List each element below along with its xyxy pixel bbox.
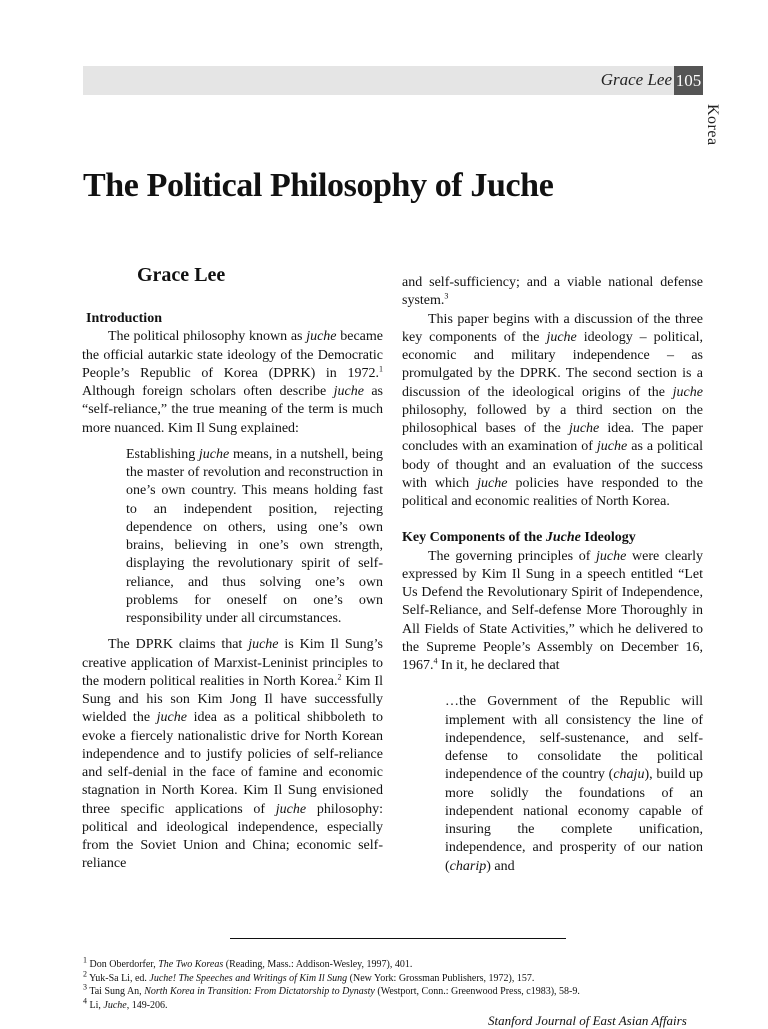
intro-heading: Introduction <box>86 311 162 326</box>
dprk-claims-paragraph: The DPRK claims that juche is Kim Il Sung’s creative application of Marxist-Leninist principles to the modern political realities in North Korea.$^2$ Kim Il Sung and his son Kim Jong Il have successfully wielded the juche idea as a political shibboleth to evoke a fiercely nationalistic drive for North Korean independence and to justify policies of self-reliance and self-denial in the face of famine and economic stagnation in North Korea. Kim Il Sung envisioned three specific applications of juche philosophy: political and ideological independence, especially from the Soviet Union and China; economic self-reliance <box>82 637 384 872</box>
journal-footer: Stanford Journal of East Asian Affairs <box>488 1013 687 1028</box>
section-side-label: Korea <box>704 104 721 146</box>
kim-il-sung-quote: Establishing juche means, in a nutshell, being the master of revolution and reconstruction in one’s own country. This means holding fast to an independent position, rejecting dependence on others, using one’s own brains, believing in one’s own strength, displaying the revolutionary spirit of self-reliance, and thus solving one’s own problems for oneself on one’s own responsibility under all circumstances. <box>126 446 383 626</box>
footnote-1: $^1$ Don Oberdorfer, The Two Koreas (Reading, Mass.: Addison-Wesley, 1997), 401. <box>83 955 413 970</box>
intro-paragraph: The political philosophy known as juche became the official autarkic state ideology of the Democratic People’s Republic of Korea (DPRK) in 1972.$^1$ Although foreign scholars often describe juche as “self-reliance,” the true meaning of the term is much more nuanced. Kim Il Sung explained: <box>82 329 383 436</box>
left-column <box>82 310 383 874</box>
running-header <box>83 66 703 95</box>
key-components-heading: Key Components of the Juche Ideology <box>402 530 636 546</box>
paper-overview-paragraph: This paper begins with a discussion of the three key components of the juche ideology – political, economic and military independence – as promulgated by the DPRK. The second section is a discussion of the ideological origins of the juche philosophy, followed by a third section on the philosophical bases of the juche idea. The paper concludes with an examination of juche as a political body of thought and an evaluation of the success with which juche policies have responded to the political and economic realities of North Korea. <box>402 311 704 509</box>
footnote-4: $^4$ Li, Juche, 149-206. <box>83 996 168 1011</box>
page-number: 105 <box>674 66 703 95</box>
right-column <box>402 274 703 876</box>
government-quote: …the Government of the Republic will implement with all consistency the line of independence, self-sustenance, and self-defense to consolidate the political independence of the country (chaju), build up more solidly the foundations of an independent national economy capable of insuring the complete unification, independence, and prosperity of our nation (charip) and <box>445 694 703 874</box>
footnote-ref: 1 <box>379 364 383 374</box>
footnotes <box>83 955 723 1012</box>
footnote-ref: 2 <box>337 672 342 682</box>
footnote-2: $^2$ Yuk-Sa Li, ed. Juche! The Speeches and Writings of Kim Il Sung (New York: Grossman Publishers, 1972), 157. <box>83 969 535 984</box>
footnote-ref: 3 <box>444 291 449 301</box>
footnote-ref: 4 <box>433 656 438 666</box>
governing-principles-paragraph: The governing principles of juche were clearly expressed by Kim Il Sung in a speech entitled “Let Us Defend the Revolutionary Spirit of Independence, Self-Reliance, and Self-defense More Thoroughly in All Fields of State Activities,” which he delivered to the Supreme People’s Assembly on December 16, 1967.$^4$ In it, he declared that <box>402 548 703 673</box>
header-author: Grace Lee <box>600 70 672 89</box>
continued-paragraph: and self-sufficiency; and a viable national defense system.$^3$ <box>402 275 703 309</box>
footnote-divider <box>230 938 566 939</box>
article-author: Grace Lee <box>137 264 226 286</box>
footnote-3: $^3$ Tai Sung An, North Korea in Transition: From Dictatorship to Dynasty (Westport, Conn.: Greenwood Press, c1983), 58-9. <box>83 982 580 997</box>
article-title: The Political Philosophy of Juche <box>83 167 554 204</box>
